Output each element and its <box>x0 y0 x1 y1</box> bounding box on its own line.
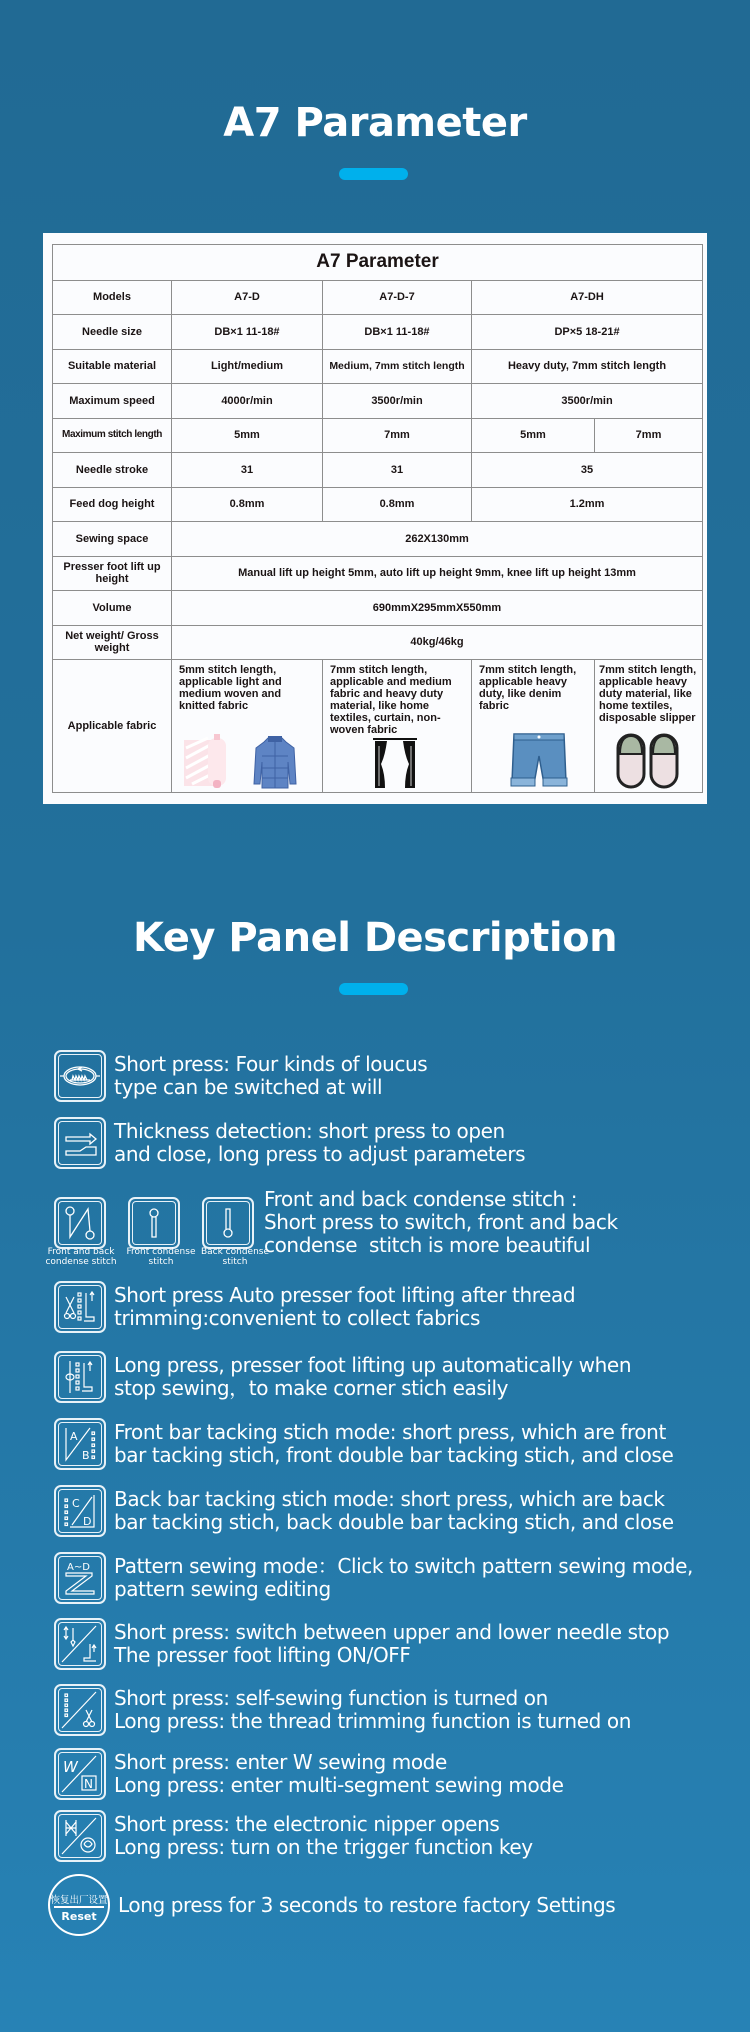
jacket-image <box>252 734 298 790</box>
key-description: Thickness detection: short press to open and close, long press to adjust parameters <box>114 1119 526 1166</box>
key-item <box>54 1684 631 1736</box>
self-sewing-icon[interactable] <box>54 1684 106 1736</box>
key-item <box>48 1874 615 1936</box>
cell: A7-D <box>172 280 323 315</box>
cell: 690mmX295mmX550mm <box>172 591 703 626</box>
row-label-speed: Maximum speed <box>53 384 172 419</box>
cell: 35 <box>472 453 703 488</box>
thickness-detection-icon[interactable] <box>54 1117 106 1169</box>
w-sewing-icon[interactable] <box>54 1748 106 1800</box>
svg-text:D: D <box>83 1515 92 1528</box>
pattern-sewing-icon[interactable] <box>54 1552 106 1604</box>
svg-text:B: B <box>82 1449 90 1462</box>
cell: A7-DH <box>472 280 703 315</box>
row-label-stitch-length: Maximum stitch length <box>53 418 172 453</box>
svg-text:N: N <box>84 1777 93 1791</box>
condense-label: Front and back condense stitch <box>45 1247 117 1267</box>
key-description: Front and back condense stitch : Short press to switch, front and back condense stitch is more beautiful <box>264 1187 618 1257</box>
table-row <box>53 625 703 660</box>
cell: DP×5 18-21# <box>472 315 703 350</box>
cell: 5mm <box>172 418 323 453</box>
row-label-volume: Volume <box>53 591 172 626</box>
key-description: Short press: Four kinds of loucus type can be switched at will <box>114 1052 428 1099</box>
cell: 3500r/min <box>472 384 703 419</box>
cell: DB×1 11-18# <box>172 315 323 350</box>
fabric-cell <box>595 660 703 793</box>
back-condense-stitch-icon[interactable] <box>202 1197 254 1249</box>
key-description: Short press: switch between upper and lower needle stop The presser foot lifting ON/OFF <box>114 1620 670 1667</box>
key-description: Long press for 3 seconds to restore factory Settings <box>118 1892 616 1917</box>
fabric-cell <box>172 660 323 793</box>
fabric-text: 5mm stitch length, applicable light and medium woven and knitted fabric <box>179 664 282 713</box>
parameter-table-card <box>43 233 707 804</box>
table-row-fabric <box>53 660 703 793</box>
cell: A7-D-7 <box>323 280 472 315</box>
condense-label: Back condense stitch <box>200 1247 270 1267</box>
auto-presser-foot-icon[interactable] <box>54 1281 106 1333</box>
reset-divider <box>54 1906 104 1908</box>
fabric-text: 7mm stitch length, applicable heavy duty material, like home textiles, disposable slipper <box>599 664 697 725</box>
section-title-key-panel: Key Panel Description <box>132 915 618 961</box>
reset-icon[interactable] <box>48 1874 110 1936</box>
reset-cn-label: 恢复出厂设置 <box>50 1895 108 1906</box>
svg-text:W: W <box>63 1758 78 1776</box>
key-item <box>54 1351 631 1403</box>
row-label-needle-size: Needle size <box>53 315 172 350</box>
key-item <box>54 1810 533 1862</box>
fabric-text: 7mm stitch length, applicable and medium fabric and heavy duty material, like home textiles, curtain, non-woven fabric <box>330 664 452 737</box>
svg-text:A: A <box>70 1430 78 1443</box>
curtain-image <box>373 738 417 790</box>
reset-en-label: Reset <box>61 1910 97 1923</box>
key-description: Short press: self-sewing function is turned on Long press: the thread trimming function is turned on <box>114 1686 631 1733</box>
front-condense-stitch-icon[interactable] <box>128 1197 180 1249</box>
cell: 0.8mm <box>172 487 323 522</box>
front-bar-tack-icon[interactable] <box>54 1418 106 1470</box>
row-label-needle-stroke: Needle stroke <box>53 453 172 488</box>
corner-stitch-icon[interactable] <box>54 1351 106 1403</box>
key-item <box>54 1050 427 1102</box>
slipper-image <box>615 732 681 790</box>
table-row <box>53 349 703 384</box>
key-item <box>54 1117 525 1169</box>
table-title: A7 Parameter <box>53 245 703 281</box>
loucus-icon[interactable] <box>54 1050 106 1102</box>
table-title-row <box>53 245 703 281</box>
key-description: Short press Auto presser foot lifting after thread trimming:convenient to collect fabrics <box>114 1283 576 1330</box>
table-row <box>53 487 703 522</box>
cell: DB×1 11-18# <box>323 315 472 350</box>
cell: 3500r/min <box>323 384 472 419</box>
cell: Light/medium <box>172 349 323 384</box>
svg-text:A~D: A~D <box>67 1562 90 1573</box>
key-description: Long press, presser foot lifting up automatically when stop sewing，to make corner stich easily <box>114 1353 632 1400</box>
table-row <box>53 418 703 453</box>
table-row <box>53 453 703 488</box>
table-row <box>53 522 703 557</box>
fabric-cell <box>323 660 472 793</box>
row-label-material: Suitable material <box>53 349 172 384</box>
key-item <box>54 1552 693 1604</box>
cell: 7mm <box>595 418 703 453</box>
cell: 4000r/min <box>172 384 323 419</box>
front-and-back-condense-stitch-icon[interactable] <box>54 1197 106 1249</box>
fabric-roll-image <box>182 734 232 790</box>
table-row <box>53 315 703 350</box>
cell: Manual lift up height 5mm, auto lift up height 9mm, knee lift up height 13mm <box>172 556 703 591</box>
cell: 31 <box>323 453 472 488</box>
cell: Medium, 7mm stitch length <box>323 349 472 384</box>
key-item <box>54 1618 669 1670</box>
title-underline-bar <box>339 168 408 180</box>
back-bar-tack-icon[interactable] <box>54 1485 106 1537</box>
table-row <box>53 384 703 419</box>
table-row <box>53 591 703 626</box>
fabric-cell <box>472 660 595 793</box>
key-description: Short press: enter W sewing mode Long press: enter multi-segment sewing mode <box>114 1750 564 1797</box>
cell: 31 <box>172 453 323 488</box>
key-item <box>54 1485 674 1537</box>
cell: 262X130mm <box>172 522 703 557</box>
parameter-table <box>52 244 703 793</box>
cell: 1.2mm <box>472 487 703 522</box>
cell: Heavy duty, 7mm stitch length <box>472 349 703 384</box>
cell: 0.8mm <box>323 487 472 522</box>
row-label-sewing-space: Sewing space <box>53 522 172 557</box>
row-label-models: Models <box>53 280 172 315</box>
key-description: Back bar tacking stich mode: short press, which are back bar tacking stich, back double bar tacking stich, and close <box>114 1487 674 1534</box>
table-row <box>53 280 703 315</box>
table-row <box>53 556 703 591</box>
key-item <box>54 1748 563 1800</box>
cell: 40kg/46kg <box>172 625 703 660</box>
cell: 5mm <box>472 418 595 453</box>
row-label-feed-dog: Feed dog height <box>53 487 172 522</box>
svg-text:C: C <box>72 1497 80 1510</box>
cell: 7mm <box>323 418 472 453</box>
key-description: Pattern sewing mode：Click to switch pattern sewing mode, pattern sewing editing <box>114 1554 693 1601</box>
row-label-presser-lift: Presser foot lift up height <box>53 556 172 591</box>
denim-shorts-image <box>508 732 570 790</box>
row-label-fabric: Applicable fabric <box>53 660 172 793</box>
title-underline-bar <box>339 983 408 995</box>
nipper-icon[interactable] <box>54 1810 106 1862</box>
key-item <box>54 1281 575 1333</box>
condense-label: Front condense stitch <box>126 1247 196 1267</box>
key-description: Short press: the electronic nipper opens Long press: turn on the trigger function key <box>114 1812 533 1859</box>
needle-stop-icon[interactable] <box>54 1618 106 1670</box>
key-description: Front bar tacking stich mode: short press, which are front bar tacking stich, front double bar tacking stich, and close <box>114 1420 674 1467</box>
row-label-weight: Net weight/ Gross weight <box>53 625 172 660</box>
fabric-text: 7mm stitch length, applicable heavy duty, like denim fabric <box>479 664 577 713</box>
section-title-parameter: A7 Parameter <box>223 100 527 146</box>
key-item <box>54 1418 673 1470</box>
